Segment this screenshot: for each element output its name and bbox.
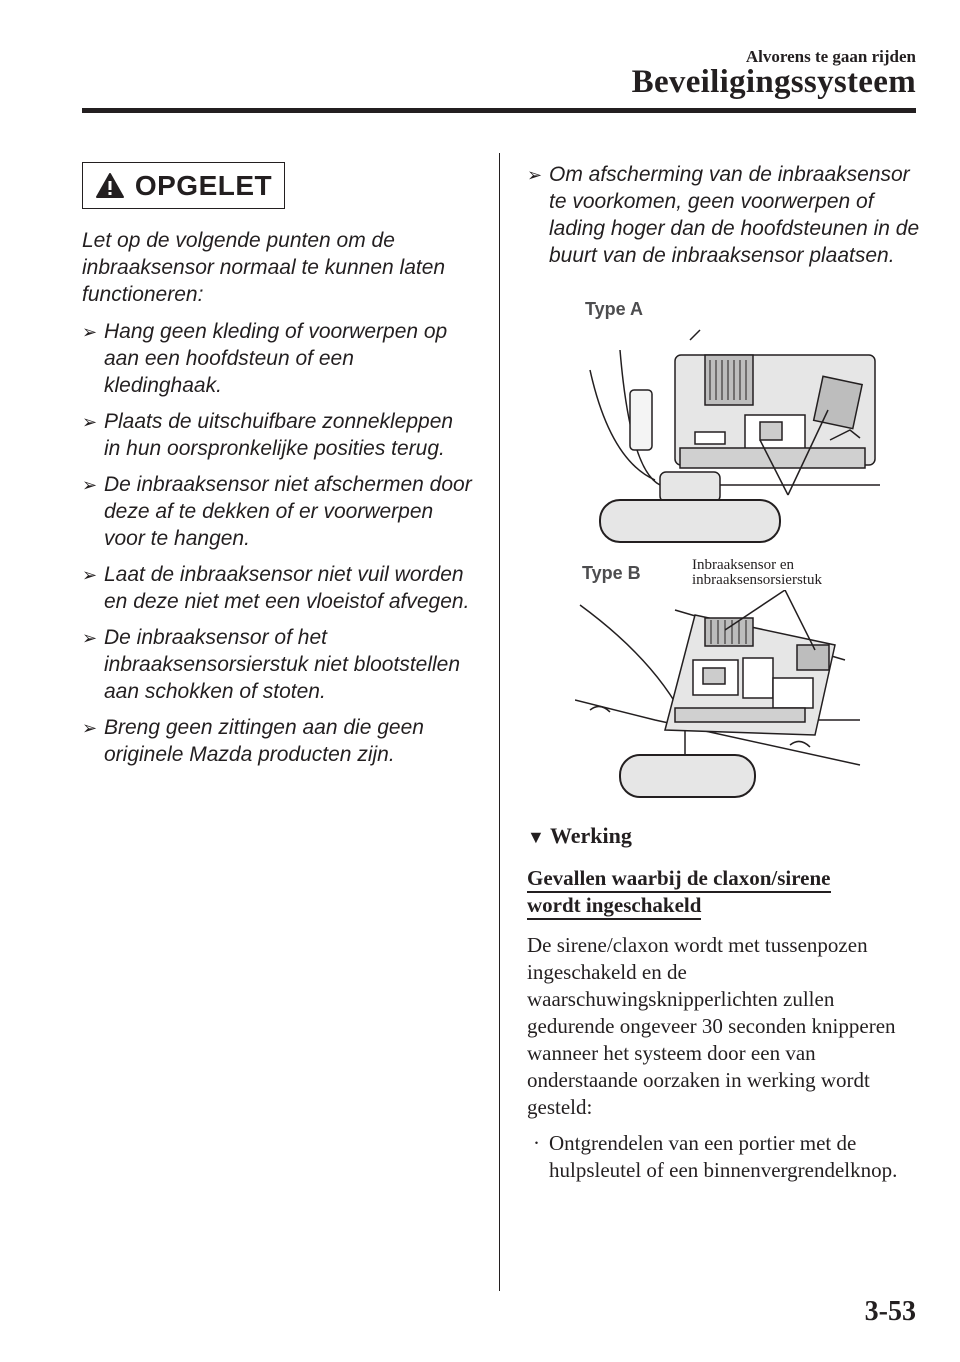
- header-subtitle: Alvorens te gaan rijden: [745, 47, 916, 66]
- list-item: ➢ Om afscherming van de inbraaksensor te voorkomen, geen voorwerpen of lading hoger dan de hoofdsteunen in de buurt van de inbraaksensor plaatsen.: [527, 163, 920, 267]
- list-item: ➢ De inbraaksensor of het inbraaksensorsierstuk niet blootstellen aan schokken of stoten.: [82, 626, 461, 703]
- list-item: ➢ Laat de inbraaksensor niet vuil worden en deze niet met een vloeistof afvegen.: [82, 563, 470, 613]
- header-title: Beveiligingssysteem: [631, 64, 916, 100]
- section-heading: ▼ Werking: [527, 823, 632, 848]
- arrow-bullet-icon: ➢: [82, 412, 98, 432]
- section-body: De sirene/claxon wordt met tussenpozen ingeschakeld en de waarschuwingsknipperlichten zullen gedurende ongeveer 30 seconden knipperen wanneer het systeem door een van onderstaande oorzaken in werking wordt gesteld:: [527, 933, 896, 1119]
- arrow-bullet-icon: ➢: [527, 165, 543, 185]
- warning-label: OPGELET: [134, 169, 273, 201]
- list-item: ➢ Plaats de uitschuifbare zonnekleppen in hun oorspronkelijke posities terug.: [82, 410, 454, 460]
- list-item: ➢ De inbraaksensor niet afschermen door deze af te dekken of er voorwerpen voor te hangen.: [82, 473, 472, 550]
- arrow-bullet-icon: ➢: [82, 718, 98, 738]
- triangle-down-icon: ▼: [527, 827, 545, 847]
- warning-triangle-icon: [95, 172, 125, 199]
- arrow-bullet-icon: ➢: [82, 322, 98, 342]
- list-item: · Ontgrendelen van een portier met de hulpsleutel of een binnenvergrendelknop.: [533, 1131, 898, 1182]
- arrow-bullet-icon: ➢: [82, 475, 98, 495]
- list-item: ➢ Hang geen kleding of voorwerpen op aan een hoofdsteun of een kledinghaak.: [82, 320, 448, 397]
- header-rule: [82, 108, 916, 113]
- figure-label-type-a: Type A: [585, 299, 644, 319]
- page-number: 3-53: [864, 1296, 916, 1327]
- arrow-bullet-icon: ➢: [82, 565, 98, 585]
- column-divider: [499, 153, 500, 1291]
- section-subheading: Gevallen waarbij de claxon/sirene wordt ingeschakeld: [527, 865, 857, 919]
- warning-bullet-list: [82, 318, 472, 777]
- figure-callout: Inbraaksensor en inbraaksensorsierstuk: [692, 557, 822, 588]
- figure-label-type-b: Type B: [582, 563, 641, 583]
- list-item: ➢ Breng geen zittingen aan die geen originele Mazda producten zijn.: [82, 716, 424, 766]
- warning-box: [82, 162, 285, 209]
- sensor-illustration-type-a: [560, 320, 890, 550]
- dot-bullet-icon: ·: [533, 1131, 540, 1155]
- sensor-illustration-type-b: [575, 590, 865, 805]
- warning-bullet-list-continued: [527, 161, 922, 278]
- arrow-bullet-icon: ➢: [82, 628, 98, 648]
- warning-intro: Let op de volgende punten om de inbraaksensor normaal te kunnen laten functioneren:: [82, 229, 446, 306]
